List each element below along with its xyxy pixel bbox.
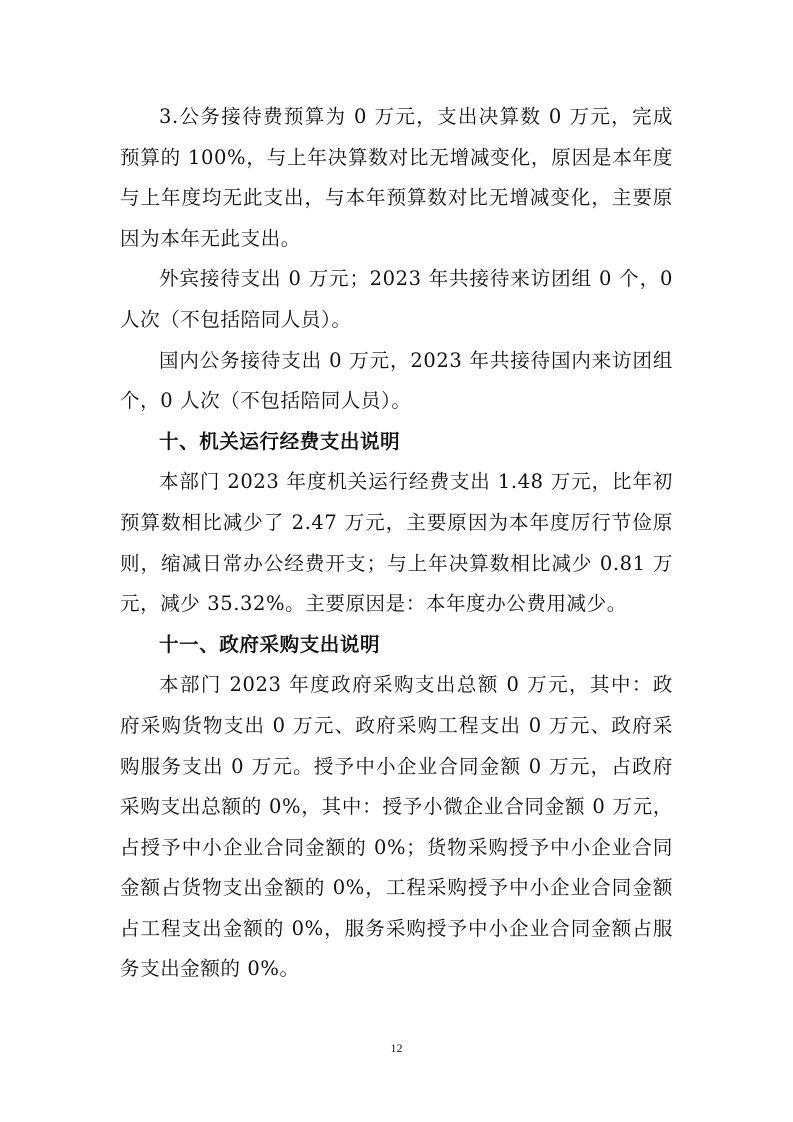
paragraph-procurement: 本部门 2023 年度政府采购支出总额 0 万元，其中：政府采购货物支出 0 万元、政府采购工程支出 0 万元、政府采购服务支出 0 万元。授予中小企业合同金额 0 万元，占政府采购支出总额的 0%，其中：授予小微企业合同金额 0 万元，占授予中小企业合同金额的 0%；货物采购授予中小企业合同金额占货物支出金额的 0%，工程采购授予中小企业合同金额占工程支出金额的 0%，服务采购授予中小企业合同金额占服务支出金额的 0%。 (120, 673, 673, 981)
page-body (120, 97, 673, 990)
paragraph-operating-expenses: 本部门 2023 年度机关运行经费支出 1.48 万元，比年初预算数相比减少了 2.47 万元，主要原因为本年度厉行节俭原则，缩减日常办公经费开支；与上年决算数相比减少 0.81 万元，减少 35.32%。主要原因是：本年度办公费用减少。 (120, 470, 673, 616)
paragraph-domestic-reception: 国内公务接待支出 0 万元，2023 年共接待国内来访团组个，0 人次（不包括陪同人员）。 (120, 348, 673, 413)
page-number: 12 (390, 1041, 403, 1055)
section-heading-operating-expenses: 十、机关运行经费支出说明 (159, 429, 401, 453)
paragraph-foreign-reception: 外宾接待支出 0 万元；2023 年共接待来访团组 0 个，0 人次（不包括陪同人员）。 (120, 267, 673, 331)
paragraph-reception-budget: 3.公务接待费预算为 0 万元，支出决算数 0 万元，完成预算的 100%，与上年决算数对比无增减变化，原因是本年度与上年度均无此支出，与本年预算数对比无增减变化，主要原因为本年无此支出。 (120, 105, 673, 250)
section-heading-procurement: 十一、政府采购支出说明 (159, 632, 381, 656)
